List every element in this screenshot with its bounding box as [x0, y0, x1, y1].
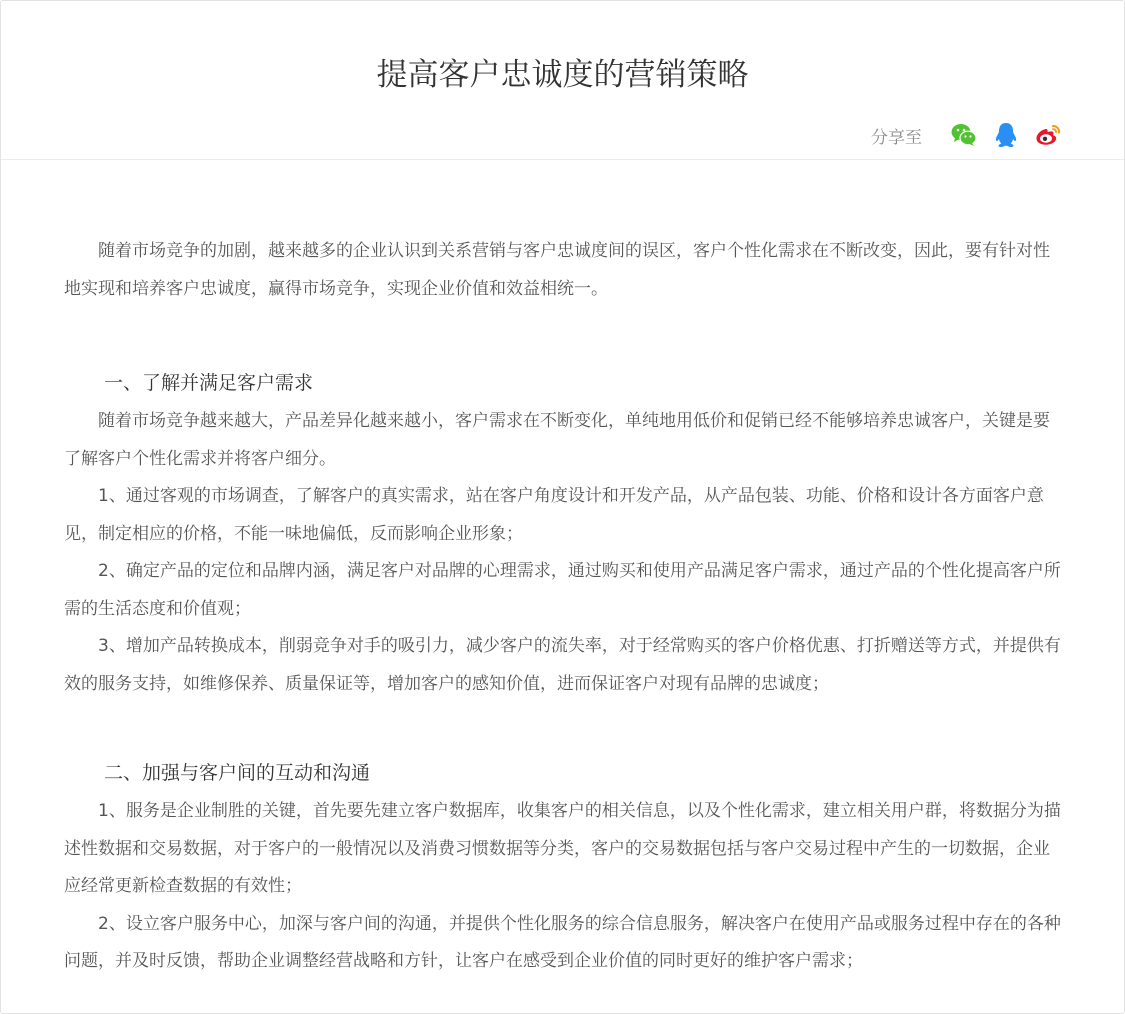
intro-paragraph: 随着市场竞争的加剧，越来越多的企业认识到关系营销与客户忠诚度间的误区，客户个性化需求在不断改变，因此，要有针对性地实现和培养客户忠诚度，赢得市场竞争，实现企业价值和效益相统一。 — [64, 241, 1050, 299]
article-body — [64, 233, 1064, 981]
section-paragraph: 1、通过客观的市场调查，了解客户的真实需求，站在客户角度设计和开发产品，从产品包装、功能、价格和设计各方面客户意见，制定相应的价格，不能一味地偏低，反而影响企业形象； — [64, 486, 1044, 544]
section-heading: 一、了解并满足客户需求 — [104, 372, 314, 394]
section-paragraph: 2、设立客户服务中心，加深与客户间的沟通，并提供个性化服务的综合信息服务，解决客户在使用产品或服务过程中存在的各种问题，并及时反馈，帮助企业调整经营战略和方针，让客户在感受到企业价值的同时更好的维护客户需求； — [64, 913, 1061, 971]
share-label: 分享至 — [871, 127, 922, 148]
article-header — [1, 1, 1124, 160]
article-title: 提高客户忠诚度的营销策略 — [376, 57, 749, 93]
section-paragraph: 2、确定产品的定位和品牌内涵，满足客户对品牌的心理需求，通过购买和使用产品满足客户需求，通过产品的个性化提高客户所需的生活态度和价值观； — [64, 561, 1061, 619]
spacer — [64, 703, 1064, 753]
weibo-icon[interactable] — [1034, 121, 1062, 149]
qq-icon[interactable] — [992, 121, 1020, 149]
section-paragraph: 随着市场竞争越来越大，产品差异化越来越小，客户需求在不断变化，单纯地用低价和促销已经不能够培养忠诚客户，关键是要了解客户个性化需求并将客户细分。 — [64, 411, 1050, 469]
share-bar — [871, 121, 1062, 149]
section-paragraph: 3、增加产品转换成本，削弱竞争对手的吸引力，减少客户的流失率，对于经常购买的客户价格优惠、打折赠送等方式，并提供有效的服务支持，如维修保养、质量保证等，增加客户的感知价值，进而保证客户对现有品牌的忠诚度； — [64, 636, 1061, 694]
spacer — [64, 308, 1064, 363]
section-heading: 二、加强与客户间的互动和沟通 — [104, 762, 371, 784]
wechat-icon[interactable] — [950, 121, 978, 149]
section-paragraph: 1、服务是企业制胜的关键，首先要先建立客户数据库，收集客户的相关信息，以及个性化需求，建立相关用户群，将数据分为描述性数据和交易数据，对于客户的一般情况以及消费习惯数据等分类，客户的交易数据包括与客户交易过程中产生的一切数据，企业应经常更新检查数据的有效性； — [64, 801, 1061, 896]
